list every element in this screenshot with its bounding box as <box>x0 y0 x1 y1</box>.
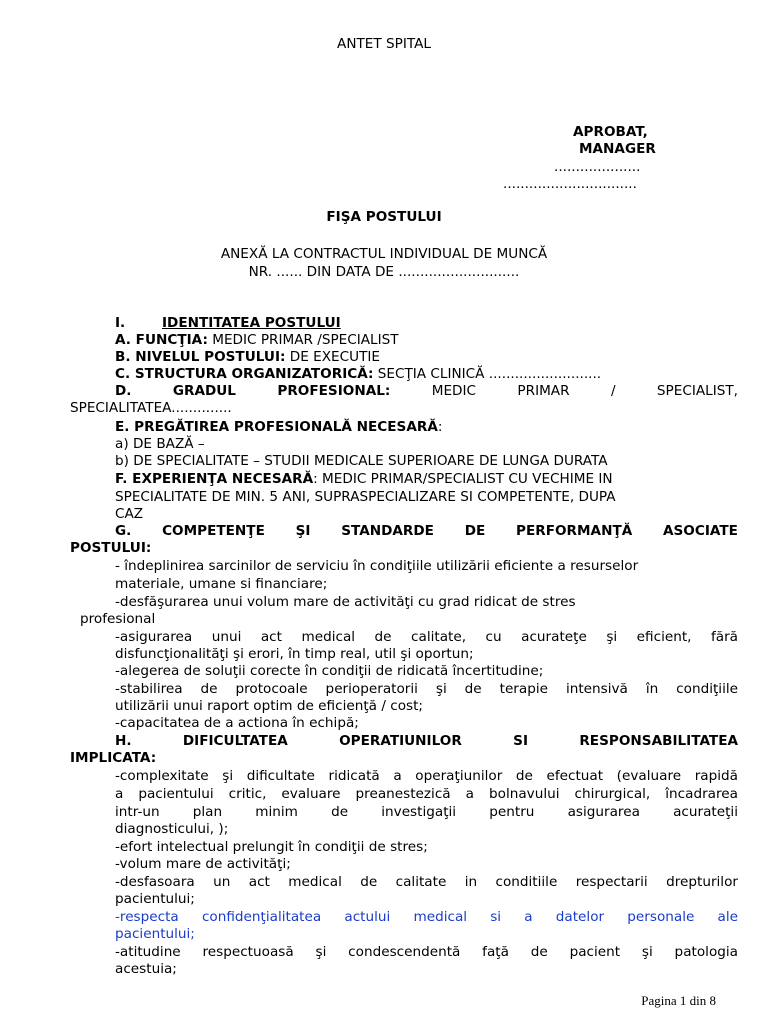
document-title: FIŞA POSTULUI <box>326 209 442 225</box>
difficulty-item: -complexitate şi dificultate ridicată a operaţiunilor de efectuat (evaluare rapidă <box>115 768 738 784</box>
training-basic: a) DE BAZĂ – <box>115 436 205 452</box>
signature-dots-2: ............................... <box>503 176 637 192</box>
difficulty-item: a pacientului critic, evaluare preanestezică a bolnavului chirurgical, încadrarea <box>115 786 738 802</box>
difficulty-item: pacientului; <box>115 891 195 907</box>
manager-label: MANAGER <box>579 141 656 157</box>
experience-line-2: SPECIALITATE DE MIN. 5 ANI, SUPRASPECIALIZARE SI COMPETENTE, DUPA <box>115 489 616 505</box>
difficulty-item-highlight: pacientului; <box>115 926 195 942</box>
competence-item: materiale, umane si financiare; <box>115 576 328 592</box>
structure-line: C. STRUCTURA ORGANIZATORICĂ: SECŢIA CLINICĂ .......................... <box>115 366 602 382</box>
training-line: E. PREGĂTIREA PROFESIONALĂ NECESARĂ: <box>115 419 443 435</box>
hospital-heading: ANTET SPITAL <box>337 36 431 52</box>
level-line: B. NIVELUL POSTULUI: DE EXECUTIE <box>115 349 380 365</box>
competence-item: disfuncţionalităţi şi erori, în timp real, util şi oportun; <box>115 646 474 662</box>
annex-line-1: ANEXĂ LA CONTRACTUL INDIVIDUAL DE MUNCĂ <box>220 246 548 262</box>
signature-dots-1: .................... <box>554 159 641 175</box>
page-number: Pagina 1 din 8 <box>641 993 716 1008</box>
competence-item: -capacitatea de a actiona în echipă; <box>115 715 359 731</box>
competence-item: profesional <box>80 611 156 627</box>
difficulty-item: -atitudine respectuoasă şi condescendentă faţă de pacient şi patologia <box>115 944 738 960</box>
competence-item: -asigurarea unui act medical de calitate, cu acurateţe şi eficient, fără <box>115 629 738 645</box>
section-number: I. <box>115 315 126 331</box>
competence-item: utilizării unui raport optim de eficienţă / cost; <box>115 698 424 714</box>
competences-heading: G. COMPETENŢE ŞI STANDARDE DE PERFORMANŢĂ ASOCIATE <box>115 523 738 539</box>
competence-item: - îndeplinirea sarcinilor de serviciu în condiţiile utilizării eficiente a resurselor <box>115 558 639 574</box>
approved-label: APROBAT, <box>573 124 648 140</box>
difficulty-item: diagnosticului, ); <box>115 821 229 837</box>
section-heading: IDENTITATEA POSTULUI <box>162 315 341 331</box>
competence-item: -stabilirea de protocoale perioperatorii şi de terapie intensivă în condiţiile <box>115 681 738 697</box>
speciality-line: SPECIALITATEA.............. <box>70 400 232 416</box>
competences-heading-cont: POSTULUI: <box>70 540 152 556</box>
difficulty-item: intr-un plan minim de investigaţii pentru asigurarea acurateţii <box>115 804 738 820</box>
competence-item: -desfăşurarea unui volum mare de activităţi cu grad ridicat de stres <box>115 594 576 610</box>
experience-line: F. EXPERIENŢA NECESARĂ: MEDIC PRIMAR/SPECIALIST CU VECHIME IN <box>115 471 613 487</box>
annex-line-2: NR. ...... DIN DATA DE ............................ <box>248 264 520 280</box>
difficulty-heading-cont: IMPLICATA: <box>70 750 157 766</box>
difficulty-item: -efort intelectual prelungit în condiţii de stres; <box>115 839 428 855</box>
difficulty-item: -volum mare de activităţi; <box>115 856 291 872</box>
training-speciality: b) DE SPECIALITATE – STUDII MEDICALE SUPERIOARE DE LUNGA DURATA <box>115 453 608 469</box>
difficulty-item: acestuia; <box>115 961 177 977</box>
difficulty-item-highlight: -respecta confidenţialitatea actului medical si a datelor personale ale <box>115 909 738 925</box>
experience-line-3: CAZ <box>115 506 144 522</box>
function-line: A. FUNCŢIA: MEDIC PRIMAR /SPECIALIST <box>115 332 399 348</box>
competence-item: -alegerea de soluţii corecte în condiţii de ridicată încertitudine; <box>115 663 544 679</box>
grade-line: D. GRADUL PROFESIONAL: MEDIC PRIMAR / SPECIALIST, <box>115 383 738 399</box>
difficulty-item: -desfasoara un act medical de calitate in conditiile respectarii drepturilor <box>115 874 738 890</box>
difficulty-heading: H. DIFICULTATEA OPERATIUNILOR SI RESPONSABILITATEA <box>115 733 738 749</box>
